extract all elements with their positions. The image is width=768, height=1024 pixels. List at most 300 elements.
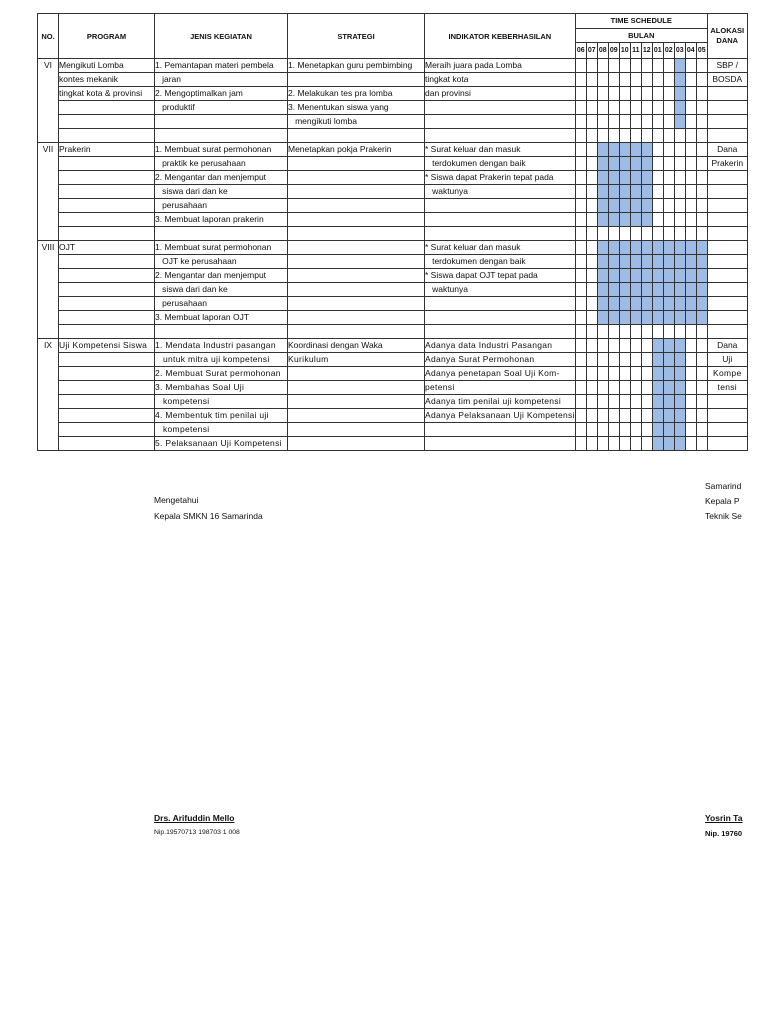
month-cell-07 xyxy=(586,409,597,423)
month-cell-11 xyxy=(630,283,641,297)
month-cell-03 xyxy=(674,129,685,143)
month-cell-11 xyxy=(630,381,641,395)
month-cell-09 xyxy=(608,423,619,437)
month-cell-08 xyxy=(597,297,608,311)
month-cell-12 xyxy=(641,213,652,227)
month-cell-12 xyxy=(641,297,652,311)
cell-program xyxy=(59,129,155,143)
month-cell-11 xyxy=(630,129,641,143)
month-cell-02 xyxy=(663,171,674,185)
cell-jenis: jaran xyxy=(155,73,288,87)
month-cell-11 xyxy=(630,171,641,185)
table-row xyxy=(38,171,748,185)
cell-program xyxy=(59,185,155,199)
cell-strategi: 3. Menentukan siswa yang xyxy=(288,101,425,115)
month-cell-05 xyxy=(696,311,707,325)
cell-strategi xyxy=(288,395,425,409)
month-cell-10 xyxy=(619,283,630,297)
month-cell-02 xyxy=(663,381,674,395)
month-cell-12 xyxy=(641,115,652,129)
month-cell-08 xyxy=(597,241,608,255)
month-cell-05 xyxy=(696,283,707,297)
cell-jenis: 1. Pemantapan materi pembela xyxy=(155,59,288,73)
month-cell-08 xyxy=(597,227,608,241)
table-row xyxy=(38,185,748,199)
month-cell-04 xyxy=(685,241,696,255)
month-cell-10 xyxy=(619,73,630,87)
month-cell-01 xyxy=(652,73,663,87)
cell-strategi xyxy=(288,227,425,241)
month-cell-08 xyxy=(597,199,608,213)
month-cell-01 xyxy=(652,213,663,227)
month-cell-05 xyxy=(696,423,707,437)
header-time-schedule: TIME SCHEDULE xyxy=(575,14,707,29)
month-cell-02 xyxy=(663,213,674,227)
month-cell-11 xyxy=(630,101,641,115)
cell-jenis: 1. Membuat surat permohonan xyxy=(155,241,288,255)
cell-program xyxy=(59,353,155,367)
cell-program: Uji Kompetensi Siswa xyxy=(59,339,155,353)
month-cell-11 xyxy=(630,157,641,171)
month-header-04: 04 xyxy=(685,43,696,59)
cell-indikator: waktunya xyxy=(425,283,576,297)
table-row xyxy=(38,115,748,129)
cell-alokasi: Uji xyxy=(707,353,747,367)
month-cell-12 xyxy=(641,227,652,241)
cell-alokasi: tensi xyxy=(707,381,747,395)
month-cell-12 xyxy=(641,367,652,381)
month-cell-06 xyxy=(575,143,586,157)
month-cell-05 xyxy=(696,87,707,101)
table-row xyxy=(38,339,748,353)
month-cell-11 xyxy=(630,227,641,241)
month-cell-09 xyxy=(608,73,619,87)
month-cell-05 xyxy=(696,255,707,269)
month-cell-08 xyxy=(597,367,608,381)
month-cell-11 xyxy=(630,185,641,199)
month-cell-11 xyxy=(630,87,641,101)
month-cell-09 xyxy=(608,297,619,311)
cell-alokasi xyxy=(707,269,747,283)
table-row xyxy=(38,129,748,143)
month-cell-06 xyxy=(575,157,586,171)
month-cell-06 xyxy=(575,115,586,129)
month-cell-05 xyxy=(696,171,707,185)
month-cell-06 xyxy=(575,409,586,423)
cell-strategi xyxy=(288,269,425,283)
month-cell-10 xyxy=(619,367,630,381)
month-cell-07 xyxy=(586,241,597,255)
cell-alokasi xyxy=(707,227,747,241)
month-cell-05 xyxy=(696,395,707,409)
month-cell-07 xyxy=(586,325,597,339)
month-cell-12 xyxy=(641,409,652,423)
month-cell-06 xyxy=(575,87,586,101)
cell-program: Mengikuti Lomba xyxy=(59,59,155,73)
cell-alokasi: Dana xyxy=(707,339,747,353)
cell-jenis: siswa dari dan ke xyxy=(155,283,288,297)
signature-nip-left: Nip.19570713 198703 1 008 xyxy=(154,829,240,836)
cell-program xyxy=(59,255,155,269)
month-cell-09 xyxy=(608,129,619,143)
month-header-08: 08 xyxy=(597,43,608,59)
month-cell-07 xyxy=(586,115,597,129)
cell-jenis: 5. Pelaksanaan Uji Kompetensi xyxy=(155,437,288,451)
month-cell-01 xyxy=(652,241,663,255)
cell-alokasi: Kompe xyxy=(707,367,747,381)
cell-program: kontes mekanik xyxy=(59,73,155,87)
signature-name-left: Drs. Arifuddin Mello xyxy=(154,813,235,823)
month-cell-04 xyxy=(685,437,696,451)
header-bulan: BULAN xyxy=(575,28,707,43)
cell-strategi: Koordinasi dengan Waka xyxy=(288,339,425,353)
month-cell-03 xyxy=(674,311,685,325)
month-header-10: 10 xyxy=(619,43,630,59)
month-cell-08 xyxy=(597,325,608,339)
month-cell-10 xyxy=(619,325,630,339)
month-cell-08 xyxy=(597,423,608,437)
header-jenis-kegiatan: JENIS KEGIATAN xyxy=(155,14,288,59)
cell-alokasi xyxy=(707,423,747,437)
month-cell-06 xyxy=(575,185,586,199)
cell-jenis: 3. Membuat laporan OJT xyxy=(155,311,288,325)
month-cell-02 xyxy=(663,241,674,255)
month-cell-12 xyxy=(641,311,652,325)
header-indikator: INDIKATOR KEBERHASILAN xyxy=(425,14,576,59)
month-cell-10 xyxy=(619,227,630,241)
month-cell-09 xyxy=(608,101,619,115)
month-cell-04 xyxy=(685,409,696,423)
month-cell-11 xyxy=(630,325,641,339)
cell-indikator: Adanya penetapan Soal Uji Kom- xyxy=(425,367,576,381)
month-cell-10 xyxy=(619,143,630,157)
month-cell-01 xyxy=(652,269,663,283)
month-cell-05 xyxy=(696,115,707,129)
month-cell-08 xyxy=(597,213,608,227)
month-cell-10 xyxy=(619,157,630,171)
month-cell-09 xyxy=(608,255,619,269)
month-cell-09 xyxy=(608,227,619,241)
section-number: IX xyxy=(38,339,59,451)
month-cell-05 xyxy=(696,437,707,451)
month-cell-01 xyxy=(652,143,663,157)
month-cell-01 xyxy=(652,311,663,325)
cell-indikator xyxy=(425,437,576,451)
table-row xyxy=(38,241,748,255)
month-cell-04 xyxy=(685,339,696,353)
month-cell-02 xyxy=(663,339,674,353)
month-cell-03 xyxy=(674,199,685,213)
month-cell-10 xyxy=(619,115,630,129)
month-cell-04 xyxy=(685,101,696,115)
cell-jenis: praktik ke perusahaan xyxy=(155,157,288,171)
month-cell-07 xyxy=(586,101,597,115)
month-cell-01 xyxy=(652,395,663,409)
table-row xyxy=(38,73,748,87)
month-cell-05 xyxy=(696,353,707,367)
cell-jenis: OJT ke perusahaan xyxy=(155,255,288,269)
table-row xyxy=(38,437,748,451)
month-cell-04 xyxy=(685,59,696,73)
cell-indikator: Adanya tim penilai uji kompetensi xyxy=(425,395,576,409)
month-cell-12 xyxy=(641,199,652,213)
cell-alokasi xyxy=(707,129,747,143)
month-cell-11 xyxy=(630,241,641,255)
schedule-table xyxy=(37,13,748,451)
cell-alokasi xyxy=(707,115,747,129)
table-row xyxy=(38,59,748,73)
month-cell-08 xyxy=(597,157,608,171)
month-cell-01 xyxy=(652,157,663,171)
month-cell-06 xyxy=(575,171,586,185)
month-header-11: 11 xyxy=(630,43,641,59)
month-cell-01 xyxy=(652,87,663,101)
cell-indikator xyxy=(425,213,576,227)
month-cell-11 xyxy=(630,423,641,437)
cell-strategi xyxy=(288,311,425,325)
month-cell-03 xyxy=(674,213,685,227)
month-cell-07 xyxy=(586,157,597,171)
header-no: NO. xyxy=(38,14,59,59)
signature-name-right: Yosrin Ta xyxy=(705,813,743,823)
month-cell-10 xyxy=(619,381,630,395)
month-cell-10 xyxy=(619,171,630,185)
month-cell-05 xyxy=(696,227,707,241)
cell-strategi xyxy=(288,185,425,199)
month-cell-07 xyxy=(586,381,597,395)
month-cell-12 xyxy=(641,255,652,269)
cell-program xyxy=(59,171,155,185)
month-cell-06 xyxy=(575,269,586,283)
month-cell-06 xyxy=(575,437,586,451)
month-cell-12 xyxy=(641,73,652,87)
table-row xyxy=(38,381,748,395)
cell-jenis: 1. Mendata Industri pasangan xyxy=(155,339,288,353)
month-cell-07 xyxy=(586,395,597,409)
cell-alokasi: Dana xyxy=(707,143,747,157)
month-cell-12 xyxy=(641,353,652,367)
cell-jenis: siswa dari dan ke xyxy=(155,185,288,199)
cell-alokasi xyxy=(707,311,747,325)
month-cell-08 xyxy=(597,115,608,129)
month-cell-02 xyxy=(663,73,674,87)
month-cell-09 xyxy=(608,353,619,367)
cell-indikator: Meraih juara pada Lomba xyxy=(425,59,576,73)
month-cell-12 xyxy=(641,269,652,283)
month-cell-07 xyxy=(586,73,597,87)
month-cell-11 xyxy=(630,59,641,73)
month-cell-06 xyxy=(575,381,586,395)
cell-jenis: 2. Mengoptimalkan jam xyxy=(155,87,288,101)
cell-program xyxy=(59,381,155,395)
cell-alokasi xyxy=(707,395,747,409)
month-cell-04 xyxy=(685,143,696,157)
cell-indikator xyxy=(425,297,576,311)
month-cell-03 xyxy=(674,353,685,367)
month-cell-07 xyxy=(586,339,597,353)
table-row xyxy=(38,297,748,311)
month-cell-06 xyxy=(575,311,586,325)
month-cell-06 xyxy=(575,325,586,339)
cell-jenis: perusahaan xyxy=(155,297,288,311)
month-cell-08 xyxy=(597,339,608,353)
month-cell-02 xyxy=(663,185,674,199)
month-cell-05 xyxy=(696,199,707,213)
month-cell-04 xyxy=(685,213,696,227)
cell-program xyxy=(59,269,155,283)
month-cell-03 xyxy=(674,269,685,283)
month-cell-09 xyxy=(608,213,619,227)
month-cell-09 xyxy=(608,381,619,395)
month-cell-02 xyxy=(663,199,674,213)
month-cell-03 xyxy=(674,101,685,115)
month-cell-09 xyxy=(608,437,619,451)
month-cell-03 xyxy=(674,87,685,101)
cell-indikator: dan provinsi xyxy=(425,87,576,101)
cell-alokasi xyxy=(707,283,747,297)
cell-indikator xyxy=(425,129,576,143)
month-cell-02 xyxy=(663,283,674,297)
month-cell-05 xyxy=(696,409,707,423)
month-cell-10 xyxy=(619,241,630,255)
month-cell-10 xyxy=(619,409,630,423)
month-cell-09 xyxy=(608,185,619,199)
month-cell-09 xyxy=(608,269,619,283)
month-cell-01 xyxy=(652,199,663,213)
header-alokasi-dana: ALOKASI DANA xyxy=(707,14,747,59)
month-cell-06 xyxy=(575,73,586,87)
month-cell-02 xyxy=(663,311,674,325)
table-row xyxy=(38,157,748,171)
month-cell-01 xyxy=(652,409,663,423)
cell-alokasi: BOSDA xyxy=(707,73,747,87)
month-cell-11 xyxy=(630,353,641,367)
cell-strategi xyxy=(288,283,425,297)
cell-indikator xyxy=(425,227,576,241)
month-cell-07 xyxy=(586,185,597,199)
section-number: VI xyxy=(38,59,59,143)
signature-place-right: Samarind xyxy=(705,481,742,491)
month-cell-07 xyxy=(586,129,597,143)
month-cell-03 xyxy=(674,171,685,185)
cell-strategi xyxy=(288,437,425,451)
table-row xyxy=(38,213,748,227)
month-cell-03 xyxy=(674,409,685,423)
month-cell-01 xyxy=(652,297,663,311)
month-cell-01 xyxy=(652,129,663,143)
month-cell-01 xyxy=(652,339,663,353)
cell-strategi xyxy=(288,409,425,423)
cell-jenis: 3. Membahas Soal Uji xyxy=(155,381,288,395)
month-cell-07 xyxy=(586,311,597,325)
cell-alokasi xyxy=(707,297,747,311)
month-cell-05 xyxy=(696,73,707,87)
month-cell-10 xyxy=(619,129,630,143)
month-cell-08 xyxy=(597,143,608,157)
month-cell-11 xyxy=(630,269,641,283)
cell-strategi xyxy=(288,199,425,213)
month-cell-12 xyxy=(641,395,652,409)
month-cell-10 xyxy=(619,185,630,199)
table-row xyxy=(38,87,748,101)
month-cell-10 xyxy=(619,339,630,353)
table-row xyxy=(38,255,748,269)
cell-jenis: 3. Membuat laporan prakerin xyxy=(155,213,288,227)
cell-strategi: 1. Menetapkan guru pembimbing xyxy=(288,59,425,73)
cell-program: tingkat kota & provinsi xyxy=(59,87,155,101)
cell-alokasi xyxy=(707,437,747,451)
header-strategi: STRATEGI xyxy=(288,14,425,59)
month-cell-10 xyxy=(619,437,630,451)
month-cell-06 xyxy=(575,297,586,311)
month-header-12: 12 xyxy=(641,43,652,59)
cell-alokasi xyxy=(707,171,747,185)
month-cell-03 xyxy=(674,59,685,73)
cell-strategi: Menetapkan pokja Prakerin xyxy=(288,143,425,157)
month-cell-09 xyxy=(608,157,619,171)
month-cell-12 xyxy=(641,283,652,297)
month-cell-09 xyxy=(608,325,619,339)
month-cell-03 xyxy=(674,115,685,129)
month-cell-04 xyxy=(685,129,696,143)
cell-program xyxy=(59,325,155,339)
month-cell-02 xyxy=(663,409,674,423)
month-cell-11 xyxy=(630,311,641,325)
month-cell-09 xyxy=(608,115,619,129)
month-cell-07 xyxy=(586,353,597,367)
month-cell-06 xyxy=(575,339,586,353)
cell-strategi xyxy=(288,157,425,171)
month-cell-08 xyxy=(597,171,608,185)
month-cell-02 xyxy=(663,423,674,437)
month-cell-02 xyxy=(663,143,674,157)
month-cell-06 xyxy=(575,101,586,115)
month-cell-03 xyxy=(674,381,685,395)
month-cell-06 xyxy=(575,367,586,381)
month-cell-04 xyxy=(685,87,696,101)
cell-jenis: 2. Membuat Surat permohonan xyxy=(155,367,288,381)
month-cell-07 xyxy=(586,283,597,297)
month-cell-08 xyxy=(597,381,608,395)
month-cell-08 xyxy=(597,353,608,367)
month-cell-11 xyxy=(630,143,641,157)
month-cell-09 xyxy=(608,59,619,73)
month-cell-03 xyxy=(674,241,685,255)
month-cell-04 xyxy=(685,157,696,171)
cell-program xyxy=(59,213,155,227)
month-cell-06 xyxy=(575,59,586,73)
table-row xyxy=(38,227,748,241)
month-cell-04 xyxy=(685,171,696,185)
month-cell-09 xyxy=(608,409,619,423)
cell-program xyxy=(59,367,155,381)
month-cell-12 xyxy=(641,59,652,73)
month-cell-10 xyxy=(619,269,630,283)
month-cell-11 xyxy=(630,73,641,87)
month-cell-08 xyxy=(597,129,608,143)
month-cell-03 xyxy=(674,255,685,269)
table-row xyxy=(38,199,748,213)
cell-alokasi xyxy=(707,213,747,227)
month-cell-12 xyxy=(641,437,652,451)
schedule-body xyxy=(38,59,748,451)
month-cell-11 xyxy=(630,395,641,409)
cell-alokasi xyxy=(707,241,747,255)
cell-strategi xyxy=(288,241,425,255)
month-cell-08 xyxy=(597,87,608,101)
month-header-01: 01 xyxy=(652,43,663,59)
month-cell-03 xyxy=(674,297,685,311)
